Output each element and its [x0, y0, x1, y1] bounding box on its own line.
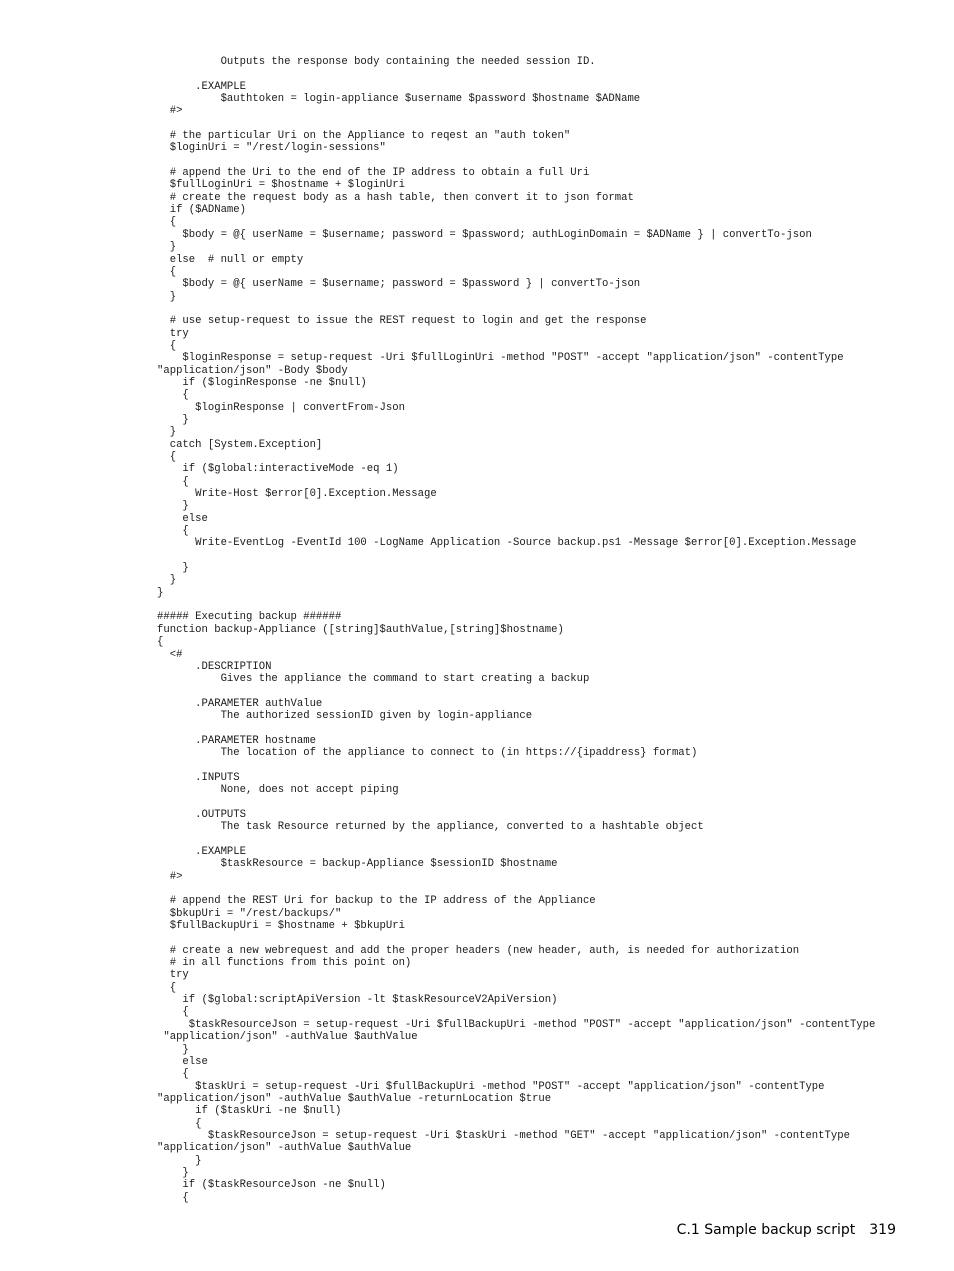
- code-line: [157, 550, 947, 562]
- code-line: {: [157, 216, 177, 229]
- code-line: else: [157, 512, 208, 525]
- code-line: }: [157, 1154, 202, 1167]
- code-line: [157, 68, 947, 80]
- code-line: function backup-Appliance ([string]$authValue,[string]$hostname): [157, 623, 564, 636]
- page-footer: [677, 1222, 896, 1238]
- code-line: $taskUri = setup-request -Uri $fullBackupUri -method "POST" -accept "application/json" -contentType: [157, 1080, 825, 1093]
- code-line: # append the Uri to the end of the IP address to obtain a full Uri: [157, 167, 590, 180]
- code-line: .EXAMPLE: [157, 80, 247, 93]
- code-line: {: [157, 389, 189, 402]
- code-line: #>: [157, 105, 183, 118]
- code-line: .INPUTS: [157, 771, 240, 784]
- code-line: else # null or empty: [157, 253, 304, 266]
- code-line: {: [157, 265, 177, 278]
- code-line: {: [157, 1068, 189, 1081]
- code-line: "application/json" -authValue $authValue: [157, 1142, 412, 1155]
- code-line: $fullLoginUri = $hostname + $loginUri: [157, 179, 405, 192]
- code-line: try: [157, 969, 189, 982]
- code-line: .PARAMETER authValue: [157, 697, 323, 710]
- code-line: The location of the appliance to connect to (in https://{ipaddress} format): [157, 747, 698, 760]
- code-line: if ($ADName): [157, 204, 247, 217]
- code-line: }: [157, 586, 164, 599]
- code-line: The authorized sessionID given by login-appliance: [157, 710, 533, 723]
- code-line: None, does not accept piping: [157, 784, 399, 797]
- code-line: if ($taskUri -ne $null): [157, 1105, 342, 1118]
- code-line: }: [157, 562, 189, 575]
- code-line: if ($global:scriptApiVersion -lt $taskResourceV2ApiVersion): [157, 994, 558, 1007]
- code-line: [157, 723, 947, 735]
- code-line: # use setup-request to issue the REST request to login and get the response: [157, 315, 647, 328]
- code-line: "application/json" -authValue $authValue: [157, 1031, 418, 1044]
- page-number: 319: [869, 1222, 896, 1238]
- code-line: ##### Executing backup ######: [157, 611, 342, 624]
- code-line: $body = @{ userName = $username; password = $password; authLoginDomain = $ADName } | convertTo-json: [157, 228, 812, 241]
- code-line: $fullBackupUri = $hostname + $bkupUri: [157, 920, 405, 933]
- code-line: }: [157, 1166, 189, 1179]
- code-line: "application/json" -Body $body: [157, 364, 348, 377]
- code-line: catch [System.Exception]: [157, 438, 323, 451]
- code-line: Write-EventLog -EventId 100 -LogName Application -Source backup.ps1 -Message $error[0].Exception.Message: [157, 537, 857, 550]
- code-line: }: [157, 241, 177, 254]
- code-line: {: [157, 1191, 189, 1204]
- code-line: $authtoken = login-appliance $username $password $hostname $ADName: [157, 93, 641, 106]
- code-line: {: [157, 451, 177, 463]
- code-line: $taskResourceJson = setup-request -Uri $fullBackupUri -method "POST" -accept "application/json" -contentType: [157, 1018, 876, 1031]
- footer-section-title: C.1 Sample backup script: [676, 1222, 856, 1238]
- code-line: $bkupUri = "/rest/backups/": [157, 907, 342, 920]
- code-line: if ($taskResourceJson -ne $null): [157, 1179, 386, 1192]
- code-line: }: [157, 426, 177, 439]
- code-line: if ($global:interactiveMode -eq 1): [157, 463, 399, 476]
- code-line: $loginResponse = setup-request -Uri $fullLoginUri -method "POST" -accept "application/json" -contentType: [157, 352, 844, 365]
- code-line: "application/json" -authValue $authValue -returnLocation $true: [157, 1092, 552, 1105]
- code-line: $body = @{ userName = $username; password = $password } | convertTo-json: [157, 278, 641, 291]
- code-line: }: [157, 413, 189, 426]
- code-line: # create the request body as a hash table, then convert it to json format: [157, 191, 634, 204]
- code-line: .PARAMETER hostname: [157, 734, 316, 747]
- code-line: {: [157, 981, 177, 994]
- code-line: # in all functions from this point on): [157, 957, 412, 970]
- code-line: {: [157, 1117, 202, 1130]
- code-line: [157, 155, 947, 167]
- code-line: <#: [157, 648, 183, 661]
- code-line: {: [157, 1006, 189, 1019]
- code-line: }: [157, 500, 189, 513]
- code-line: Outputs the response body containing the needed session ID.: [157, 56, 596, 68]
- code-line: .OUTPUTS: [157, 808, 247, 821]
- code-line: # append the REST Uri for backup to the IP address of the Appliance: [157, 895, 596, 908]
- code-line: else: [157, 1055, 208, 1068]
- code-line: {: [157, 525, 189, 538]
- code-line: $taskResourceJson = setup-request -Uri $taskUri -method "GET" -accept "application/json" -contentType: [157, 1129, 850, 1142]
- code-line: }: [157, 574, 177, 587]
- code-line: [157, 686, 947, 698]
- code-line: if ($loginResponse -ne $null): [157, 376, 367, 389]
- code-line: [157, 118, 947, 130]
- code-line: {: [157, 636, 164, 649]
- code-line: The task Resource returned by the appliance, converted to a hashtable object: [157, 821, 704, 834]
- code-listing: [157, 56, 947, 1204]
- code-line: .DESCRIPTION: [157, 660, 272, 673]
- code-line: Write-Host $error[0].Exception.Message: [157, 488, 437, 501]
- code-line: #>: [157, 870, 183, 883]
- code-line: [157, 834, 947, 846]
- code-line: [157, 932, 947, 944]
- code-line: [157, 760, 947, 772]
- code-line: {: [157, 475, 189, 488]
- code-line: .EXAMPLE: [157, 846, 247, 858]
- code-line: $loginResponse | convertFrom-Json: [157, 401, 405, 414]
- code-line: [157, 599, 947, 611]
- code-line: $taskResource = backup-Appliance $sessionID $hostname: [157, 858, 558, 871]
- code-line: }: [157, 290, 177, 303]
- code-line: # create a new webrequest and add the proper headers (new header, auth, is needed for authorization: [157, 944, 800, 957]
- code-line: try: [157, 327, 189, 340]
- code-line: Gives the appliance the command to start creating a backup: [157, 673, 590, 686]
- code-line: [157, 883, 947, 895]
- code-line: [157, 303, 947, 315]
- code-line: {: [157, 339, 177, 352]
- code-line: [157, 797, 947, 809]
- code-line: }: [157, 1043, 189, 1056]
- code-line: # the particular Uri on the Appliance to reqest an "auth token": [157, 130, 571, 143]
- code-line: $loginUri = "/rest/login-sessions": [157, 142, 386, 155]
